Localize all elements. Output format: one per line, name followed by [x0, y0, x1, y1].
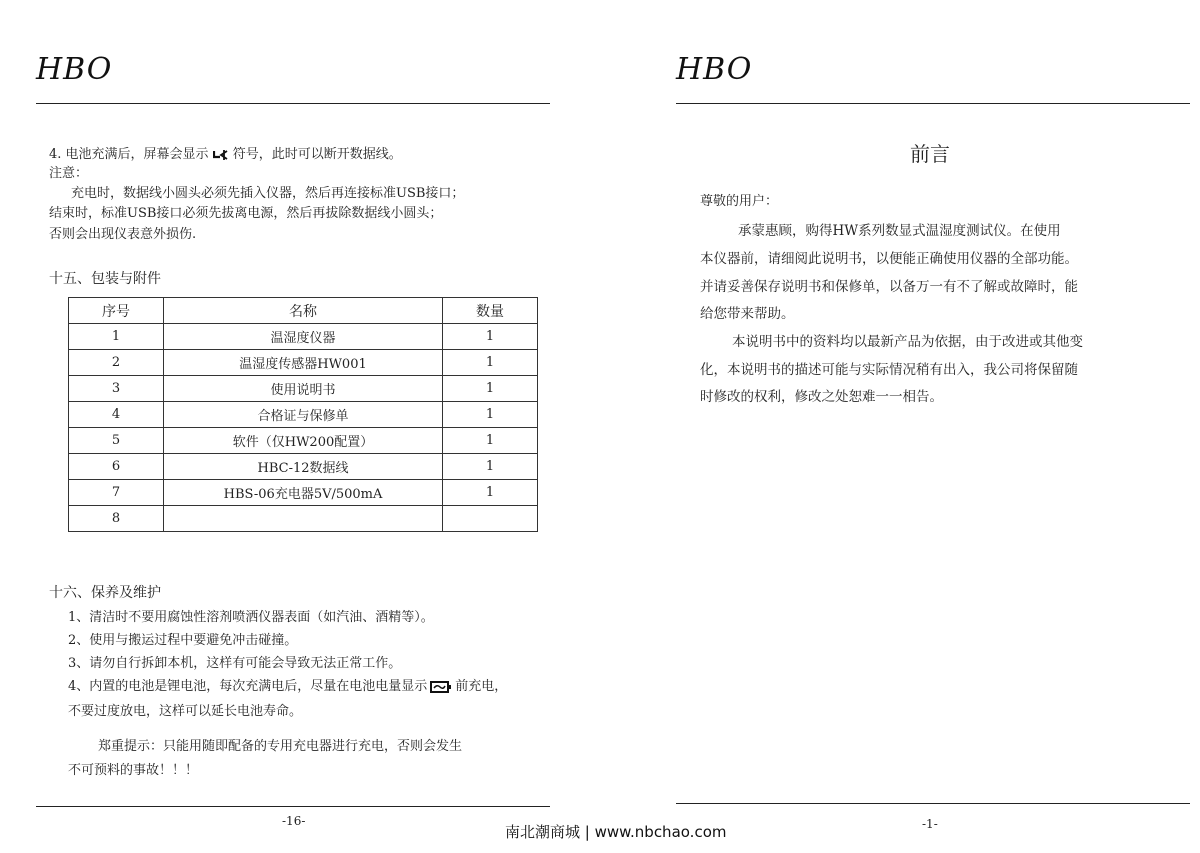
hbo-logo: HBO [36, 52, 113, 87]
note-line: 结束时，标准USB接口必须先拔离电源，然后再拔除数据线小圆头； [49, 206, 443, 221]
header-divider [676, 103, 1190, 104]
text: 符号，此时可以断开数据线。 [228, 147, 402, 162]
header-divider [36, 103, 550, 104]
charge-full-line [49, 145, 402, 165]
cell: 1 [443, 376, 538, 402]
cell: 1 [443, 428, 538, 454]
cell: 1 [69, 324, 164, 350]
page-title: 前言 [910, 142, 950, 166]
header-cell: 名称 [164, 298, 443, 324]
cell: 1 [443, 454, 538, 480]
warning-text: 不可预料的事故！！！ [68, 763, 199, 778]
footer-divider [676, 803, 1190, 804]
cell: 1 [443, 480, 538, 506]
paragraph-line: 化，本说明书的描述可能与实际情况稍有出入，我公司将保留随 [700, 362, 1078, 378]
cell: 6 [69, 454, 164, 480]
watermark: 南北潮商城 | www.nbchao.com [505, 823, 727, 841]
battery-low-icon [430, 681, 452, 693]
note-label: 注意： [49, 166, 89, 181]
section-15-title: 十五、包装与附件 [49, 271, 161, 287]
maintenance-item [68, 677, 507, 697]
page-number: -1- [922, 817, 938, 831]
footer-divider [36, 806, 550, 807]
text: 4、内置的电池是锂电池，每次充满电后，尽量在电池电量显示 [68, 679, 428, 694]
text: 前充电， [455, 679, 508, 694]
cell [164, 506, 443, 532]
paragraph-line: 并请妥善保存说明书和保修单，以备万一有不了解或故障时，能 [700, 279, 1078, 295]
maintenance-item: 1、清洁时不要用腐蚀性溶剂喷洒仪器表面（如汽油、酒精等）。 [68, 610, 434, 625]
cell: 5 [69, 428, 164, 454]
cell: HBC-12数据线 [164, 454, 443, 480]
paragraph-line: 给您带来帮助。 [700, 306, 795, 322]
table-row [69, 402, 538, 428]
cell [443, 506, 538, 532]
cell: 温湿度仪器 [164, 324, 443, 350]
text: 4. 电池充满后，屏幕会显示 [49, 147, 213, 162]
paragraph-line: 本说明书中的资料均以最新产品为依据，由于改进或其他变 [732, 334, 1083, 350]
table-row [69, 376, 538, 402]
paragraph-line: 尊敬的用户： [700, 194, 779, 209]
cell: 8 [69, 506, 164, 532]
accessories-table [68, 297, 538, 532]
warning-text: 郑重提示：只能用随即配备的专用充电器进行充电，否则会发生 [98, 739, 463, 754]
table-row [69, 454, 538, 480]
maintenance-item: 3、请勿自行拆卸本机，这样有可能会导致无法正常工作。 [68, 656, 402, 671]
cell: 合格证与保修单 [164, 402, 443, 428]
maintenance-item: 2、使用与搬运过程中要避免冲击碰撞。 [68, 633, 298, 648]
cell: 4 [69, 402, 164, 428]
table-row [69, 324, 538, 350]
paragraph-line: 本仪器前，请细阅此说明书，以便能正确使用仪器的全部功能。 [700, 251, 1078, 267]
header-cell: 数量 [443, 298, 538, 324]
cell: 1 [443, 324, 538, 350]
table-header-row [69, 298, 538, 324]
cell: 2 [69, 350, 164, 376]
note-line: 否则会出现仪表意外损伤. [49, 227, 197, 242]
page-number: -16- [282, 814, 306, 828]
cell: 1 [443, 350, 538, 376]
hbo-logo: HBO [676, 52, 753, 87]
section-16-title: 十六、保养及维护 [49, 585, 161, 601]
maintenance-item: 不要过度放电，这样可以延长电池寿命。 [68, 704, 303, 719]
cell: 软件（仅HW200配置） [164, 428, 443, 454]
paragraph-line: 承蒙惠顾，购得HW系列数显式温湿度测试仪。在使用 [738, 223, 1061, 239]
table-row [69, 350, 538, 376]
note-line: 充电时，数据线小圆头必须先插入仪器，然后再连接标准USB接口； [71, 186, 465, 201]
plug-icon [213, 149, 229, 161]
paragraph-line: 时修改的权利，修改之处恕难一一相告。 [700, 389, 943, 405]
cell: 温湿度传感器HW001 [164, 350, 443, 376]
header-cell: 序号 [69, 298, 164, 324]
cell: 7 [69, 480, 164, 506]
table-row [69, 506, 538, 532]
cell: 3 [69, 376, 164, 402]
cell: 使用说明书 [164, 376, 443, 402]
table-row [69, 428, 538, 454]
table-row [69, 480, 538, 506]
cell: HBS-06充电器5V/500mA [164, 480, 443, 506]
cell: 1 [443, 402, 538, 428]
